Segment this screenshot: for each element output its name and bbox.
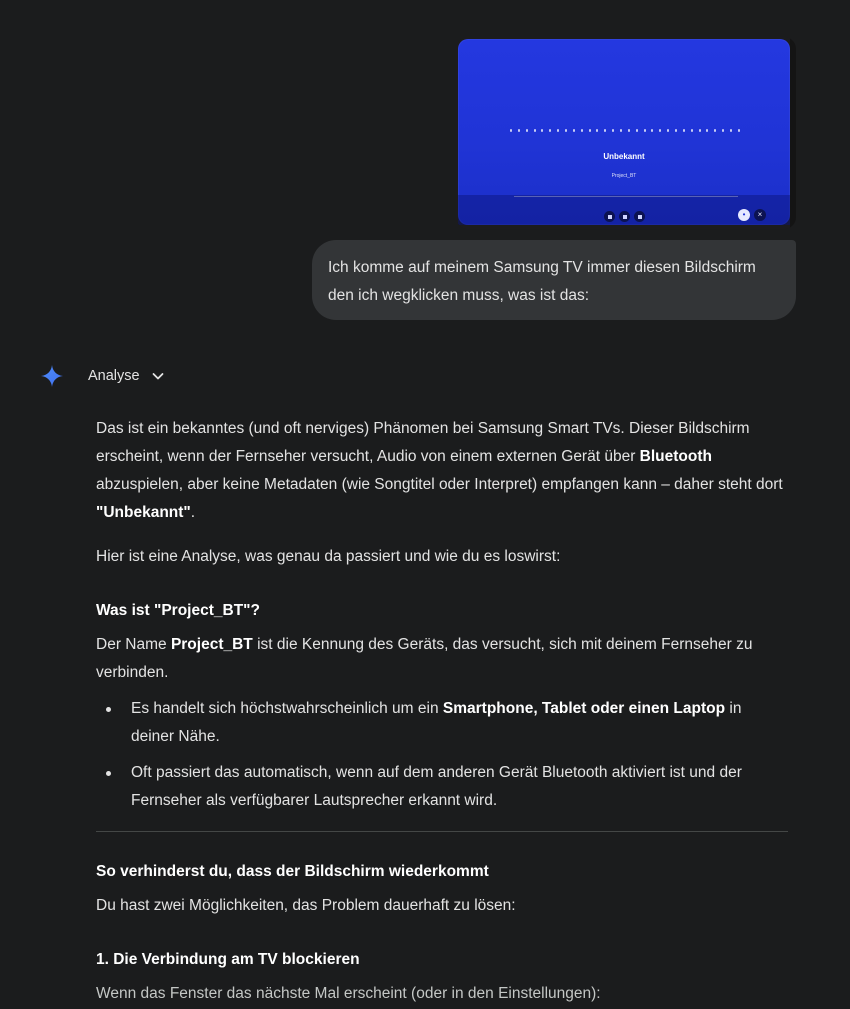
text: Oft passiert das automatisch, wenn auf dem anderen Gerät Bluetooth aktiviert ist und der Fernseher als verfügbarer Lautsprecher erkannt wird. (131, 764, 742, 809)
response-paragraph-options (96, 892, 788, 920)
response-paragraph-intro (96, 415, 788, 527)
tv-controls (604, 211, 645, 222)
tv-title: Unbekannt (603, 152, 645, 161)
text: Hier ist eine Analyse, was genau da passiert und wie du es loswirst: (96, 548, 561, 565)
section-heading-prevent (96, 858, 788, 886)
tv-progress-dot (730, 129, 732, 132)
tv-progress-dot (565, 129, 567, 132)
gemini-sparkle-icon (40, 364, 64, 388)
analysis-toggle-button[interactable] (88, 364, 166, 388)
text: Du hast zwei Möglichkeiten, das Problem dauerhaft zu lösen: (96, 897, 516, 914)
bold-term-project-bt: Project_BT (170, 636, 253, 653)
tv-progress-dot (541, 129, 543, 132)
pause-icon (619, 211, 630, 222)
tv-close-icon: × (754, 209, 766, 221)
chevron-down-icon (150, 368, 166, 384)
tv-progress-dot (699, 129, 701, 132)
heading: 1. Die Verbindung am TV blockieren (96, 951, 360, 968)
tv-progress-dot (573, 129, 575, 132)
attached-screenshot-image[interactable] (456, 37, 796, 229)
tv-progress-dot (581, 129, 583, 132)
tv-device-name: Project_BT (611, 173, 637, 179)
tv-progress-dot (706, 129, 708, 132)
response-paragraph-next-time (96, 980, 788, 1008)
tv-bezel (790, 37, 796, 229)
tv-progress-dot (675, 129, 677, 132)
text: Es handelt sich höchstwahrscheinlich um ein (131, 700, 443, 717)
tv-progress-dot (659, 129, 661, 132)
list-item (96, 695, 788, 751)
text: in deiner Nähe. (131, 700, 742, 745)
tv-settings-icon: • (738, 209, 750, 221)
section-heading-project-bt (96, 597, 788, 625)
tv-progress-dot (636, 129, 638, 132)
text: Wenn das Fenster das nächste Mal erscheint (oder in den Einstellungen): (96, 985, 601, 1002)
tv-progress-dot (691, 129, 693, 132)
bold-term-unbekannt: "Unbekannt" (96, 504, 191, 521)
text: . (190, 504, 196, 521)
analysis-label: Analyse (88, 368, 140, 384)
rewind-icon (604, 211, 615, 222)
tv-progress-dot (604, 129, 606, 132)
tv-progress-dot (722, 129, 724, 132)
tv-progress-dot (549, 129, 551, 132)
tv-progress-dot (738, 129, 740, 132)
bold-term-devices: Smartphone, Tablet oder einen Laptop (442, 700, 726, 717)
tv-progress-dot (596, 129, 598, 132)
tv-progress-dot (534, 129, 536, 132)
tv-progress-dot (526, 129, 528, 132)
horizontal-divider (96, 831, 788, 832)
user-message-bubble: Ich komme auf meinem Samsung TV immer diesen Bildschirm den ich wegklicken muss, was ist das: (312, 240, 796, 320)
tv-progress-dot (620, 129, 622, 132)
list-item (96, 759, 788, 815)
heading: So verhinderst du, dass der Bildschirm wiederkommt (96, 863, 489, 880)
tv-progress-dots (510, 129, 740, 132)
response-paragraph-analysis (96, 543, 788, 571)
section-heading-block-connection (96, 946, 788, 974)
bold-term-bluetooth: Bluetooth (639, 448, 712, 465)
response-paragraph-device (96, 631, 788, 687)
tv-progress-dot (644, 129, 646, 132)
bullet-list (96, 695, 788, 823)
tv-progress-dot (683, 129, 685, 132)
text: Das ist ein bekanntes (und oft nerviges) Phänomen bei Samsung Smart TVs. Dieser Bildschirm erscheint, wenn der Fernseher versucht, Audio von einem externen Gerät über (96, 420, 750, 465)
tv-progress-dot (651, 129, 653, 132)
tv-progress-dot (714, 129, 716, 132)
text: abzuspielen, aber keine Metadaten (wie Songtitel oder Interpret) empfangen kann – daher steht dort (96, 476, 783, 493)
tv-progress-dot (589, 129, 591, 132)
forward-icon (634, 211, 645, 222)
tv-progress-dot (518, 129, 520, 132)
text: ist die Kennung des Geräts, das versucht, sich mit deinem Fernseher zu verbinden. (96, 636, 753, 681)
tv-progress-dot (510, 129, 512, 132)
tv-progress-dot (557, 129, 559, 132)
tv-progress-dot (667, 129, 669, 132)
tv-progress-dot (612, 129, 614, 132)
heading: Was ist "Project_BT"? (96, 602, 260, 619)
tv-progress-dot (628, 129, 630, 132)
tv-screen (458, 39, 790, 225)
text: Der Name (96, 636, 171, 653)
